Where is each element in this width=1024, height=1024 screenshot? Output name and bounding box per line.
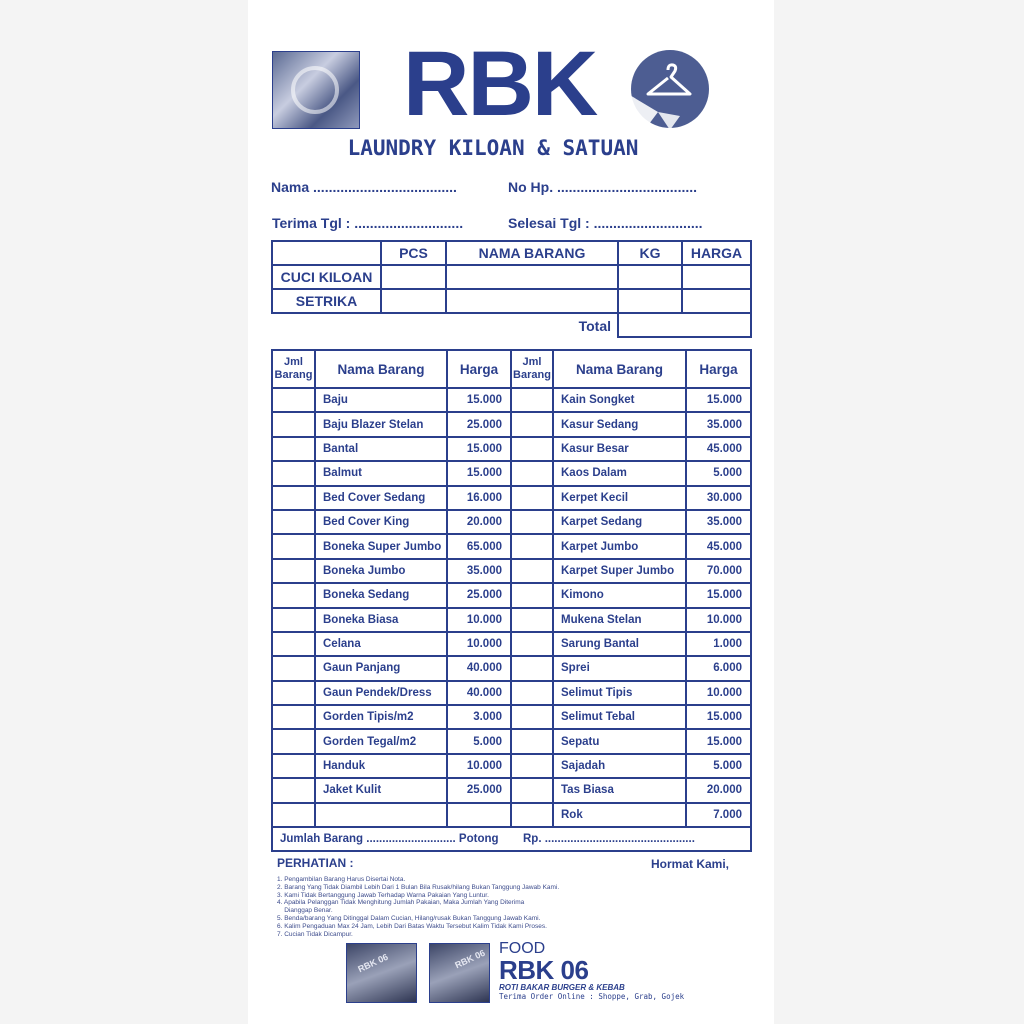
note-item: 7. Cucian Tidak Dicampur. [277,930,353,938]
qty-cell[interactable] [272,608,315,632]
item-name: Kain Songket [553,388,686,412]
item-name: Selimut Tipis [553,681,686,705]
item-price: 10.000 [447,608,511,632]
hanger-icon [628,50,712,130]
qty-cell[interactable] [511,510,553,534]
item-price: 15.000 [447,461,511,485]
input-cell[interactable] [381,265,446,289]
qty-cell[interactable] [272,803,315,827]
qty-cell[interactable] [511,388,553,412]
cuci-kiloan-label: CUCI KILOAN [272,265,381,289]
qty-cell[interactable] [511,608,553,632]
qty-cell[interactable] [511,705,553,729]
total-input[interactable] [618,313,751,337]
table-row [272,412,751,436]
table-row [272,583,751,607]
food-tagline: ROTI BAKAR BURGER & KEBAB [499,983,625,992]
item-price: 10.000 [686,608,751,632]
input-cell[interactable] [618,265,682,289]
notes-title: PERHATIAN : [277,856,354,870]
table-row [272,778,751,802]
item-price: 6.000 [686,656,751,680]
item-price: 10.000 [686,681,751,705]
item-price: 10.000 [447,754,511,778]
table-row [272,705,751,729]
item-name: Mukena Stelan [553,608,686,632]
item-name: Balmut [315,461,447,485]
terima-tgl-field[interactable]: Terima Tgl : ............................ [272,215,464,231]
item-name: Bed Cover King [315,510,447,534]
item-name: Karpet Super Jumbo [553,559,686,583]
qty-cell[interactable] [272,388,315,412]
item-name: Gorden Tegal/m2 [315,729,447,753]
table-row [272,729,751,753]
item-name: Baju [315,388,447,412]
qty-cell[interactable] [272,437,315,461]
item-name: Baju Blazer Stelan [315,412,447,436]
table-row [272,559,751,583]
item-price: 16.000 [447,486,511,510]
qty-cell[interactable] [511,486,553,510]
table-row [272,388,751,412]
qty-cell[interactable] [511,559,553,583]
item-price: 65.000 [447,534,511,558]
qty-cell[interactable] [511,778,553,802]
note-item: 2. Barang Yang Tidak Diambil Lebih Dari 1 Bulan Bila Rusak/hilang Bukan Tanggung Jawab Kami. [277,883,560,891]
item-name: Gaun Panjang [315,656,447,680]
input-cell[interactable] [446,265,618,289]
food-photo-label: RBK 06 [356,951,390,975]
item-price: 15.000 [686,705,751,729]
table-row [272,754,751,778]
qty-cell[interactable] [272,486,315,510]
table-row [272,803,751,827]
item-price: 30.000 [686,486,751,510]
jumlah-barang-field[interactable]: Jumlah Barang ............................ Potong [272,827,511,851]
item-name: Kasur Besar [553,437,686,461]
table-row [272,510,751,534]
input-cell[interactable] [682,289,751,313]
rp-field[interactable]: Rp. ............................................... [511,827,751,851]
qty-cell[interactable] [272,461,315,485]
item-price: 5.000 [686,461,751,485]
price-list-table [271,349,752,852]
nama-field[interactable]: Nama ..................................... [271,179,457,195]
food-label: FOOD [499,940,546,957]
note-item: 3. Kami Tidak Bertanggung Jawab Terhadap Warna Pakaian Yang Luntur. [277,891,489,899]
item-name: Bed Cover Sedang [315,486,447,510]
item-name: Gaun Pendek/Dress [315,681,447,705]
qty-cell[interactable] [272,705,315,729]
note-item: 5. Benda/barang Yang Ditinggal Dalam Cucian, Hilang/rusak Bukan Tanggung Jawab Kami. [277,914,541,922]
item-name: Boneka Biasa [315,608,447,632]
food-brand: RBK 06 [499,955,589,985]
item-price: 25.000 [447,778,511,802]
item-name [315,803,447,827]
table-row [272,437,751,461]
kg-header: KG [618,241,682,265]
item-price: 3.000 [447,705,511,729]
qty-cell[interactable] [511,461,553,485]
item-price: 7.000 [686,803,751,827]
item-price: 40.000 [447,681,511,705]
item-price: 70.000 [686,559,751,583]
setrika-label: SETRIKA [272,289,381,313]
item-name: Kaos Dalam [553,461,686,485]
note-item: 6. Kalim Pengaduan Max 24 Jam, Lebih Dari Batas Waktu Tersebut Kalim Tidak Kami Proses. [277,922,547,930]
item-name: Handuk [315,754,447,778]
item-price: 45.000 [686,437,751,461]
food-photo [429,943,490,1003]
item-name: Rok [553,803,686,827]
input-cell[interactable] [682,265,751,289]
qty-cell[interactable] [511,632,553,656]
item-price [447,803,511,827]
qty-cell[interactable] [272,583,315,607]
table-row [272,656,751,680]
table-row [272,461,751,485]
item-price: 1.000 [686,632,751,656]
qty-cell[interactable] [511,803,553,827]
food-photo-label: RBK 06 [453,947,487,971]
note-item: 1. Pengambilan Barang Harus Disertai Nota. [277,876,406,883]
input-cell[interactable] [618,289,682,313]
selesai-tgl-field[interactable]: Selesai Tgl : ............................ [508,215,703,231]
item-name: Karpet Sedang [553,510,686,534]
qty-cell[interactable] [272,632,315,656]
nama-barang-header: Nama Barang [553,350,686,388]
item-price: 5.000 [447,729,511,753]
item-name: Tas Biasa [553,778,686,802]
qty-cell[interactable] [511,656,553,680]
item-price: 35.000 [686,412,751,436]
input-cell[interactable] [446,289,618,313]
item-price: 20.000 [447,510,511,534]
table-row [272,486,751,510]
qty-cell[interactable] [511,754,553,778]
qty-cell[interactable] [511,534,553,558]
food-online-order: Terima Order Online : Shoppe, Grab, Gojek [499,992,685,1001]
qty-cell[interactable] [272,681,315,705]
washing-machine-photo [272,51,360,129]
order-summary-table [271,240,752,338]
item-price: 25.000 [447,583,511,607]
item-name: Boneka Jumbo [315,559,447,583]
business-subtitle: LAUNDRY KILOAN & SATUAN [347,136,639,160]
nama-barang-header: NAMA BARANG [446,241,618,265]
notes-list [277,876,747,938]
total-label: Total [578,317,611,334]
item-name: Sarung Bantal [553,632,686,656]
item-price: 25.000 [447,412,511,436]
qty-cell[interactable] [272,656,315,680]
item-name: Boneka Sedang [315,583,447,607]
qty-cell[interactable] [272,534,315,558]
nohp-field[interactable]: No Hp. .................................... [508,179,698,195]
item-name: Gorden Tipis/m2 [315,705,447,729]
item-name: Sprei [553,656,686,680]
item-name: Boneka Super Jumbo [315,534,447,558]
table-row [272,608,751,632]
brand-title: RBK [403,33,597,135]
qty-cell[interactable] [272,754,315,778]
note-item: Dianggap Benar. [277,907,333,915]
qty-cell[interactable] [272,412,315,436]
item-name: Selimut Tebal [553,705,686,729]
qty-cell[interactable] [511,437,553,461]
item-price: 35.000 [447,559,511,583]
table-row [272,632,751,656]
item-price: 35.000 [686,510,751,534]
item-name: Kasur Sedang [553,412,686,436]
nama-barang-header: Nama Barang [315,350,447,388]
table-row [272,681,751,705]
item-price: 20.000 [686,778,751,802]
hormat-kami-label: Hormat Kami, [651,857,730,871]
item-price: 45.000 [686,534,751,558]
qty-cell[interactable] [511,412,553,436]
note-item: 4. Apabila Pelanggan Tidak Menghitung Jumlah Pakaian, Maka Jumlah Yang Diterima [277,899,525,907]
pcs-header: PCS [381,241,446,265]
item-name: Kerpet Kecil [553,486,686,510]
item-name: Sepatu [553,729,686,753]
food-photo [346,943,417,1003]
item-name: Sajadah [553,754,686,778]
qty-cell[interactable] [511,729,553,753]
item-price: 10.000 [447,632,511,656]
jml-barang-header: Jml Barang [272,350,315,388]
qty-cell[interactable] [272,778,315,802]
item-price: 5.000 [686,754,751,778]
item-name: Bantal [315,437,447,461]
item-name: Celana [315,632,447,656]
harga-header: Harga [447,350,511,388]
jml-barang-header: Jml Barang [511,350,553,388]
item-price: 15.000 [447,388,511,412]
item-price: 15.000 [447,437,511,461]
qty-cell[interactable] [511,681,553,705]
item-name: Kimono [553,583,686,607]
item-price: 15.000 [686,729,751,753]
item-price: 15.000 [686,388,751,412]
qty-cell[interactable] [272,510,315,534]
table-row [272,534,751,558]
item-name: Karpet Jumbo [553,534,686,558]
harga-header: Harga [686,350,751,388]
qty-cell[interactable] [272,559,315,583]
qty-cell[interactable] [272,729,315,753]
qty-cell[interactable] [511,583,553,607]
item-price: 15.000 [686,583,751,607]
corner-cell [272,241,381,265]
harga-header: HARGA [682,241,751,265]
input-cell[interactable] [381,289,446,313]
item-name: Jaket Kulit [315,778,447,802]
item-price: 40.000 [447,656,511,680]
